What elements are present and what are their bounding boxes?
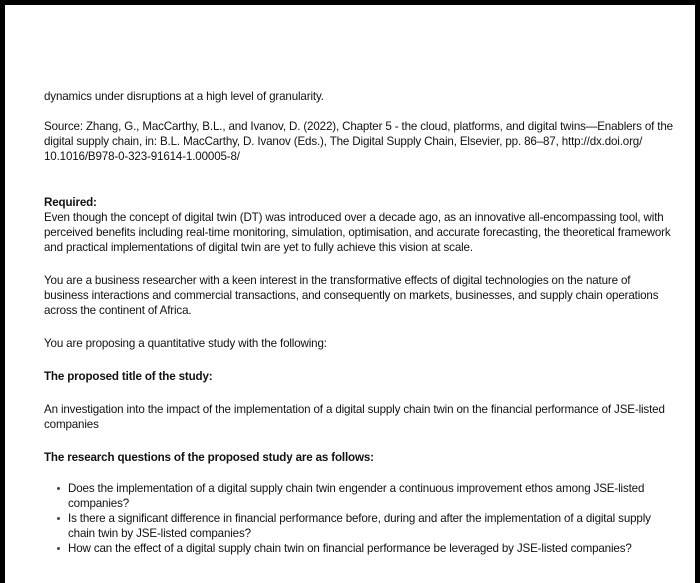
study-title: An investigation into the impact of the implementation of a digital supply chain twin on the financial performance of JSE-listed companies [44, 403, 665, 431]
source-citation: Source: Zhang, G., MacCarthy, B.L., and Ivanov, D. (2022), Chapter 5 - the cloud, platforms, and digital twins—Enablers of the digital supply chain, in: B.L. MacCarthy, D. Ivanov (Eds.), The Digital Supply Chain, Elsevier, pp. 86–87, http://dx.doi.org/ 10.1016/B978-0-323-91614-1.00005-8/ [44, 120, 673, 163]
bullet-icon [57, 517, 60, 520]
required-heading: Required: [44, 196, 97, 209]
title-heading: The proposed title of the study: [44, 370, 213, 383]
bullet-icon [57, 487, 60, 490]
bullet-icon [57, 547, 60, 550]
research-question-item [44, 481, 676, 511]
research-question-item [44, 541, 676, 556]
research-question-item [44, 511, 676, 541]
document-content [44, 89, 676, 556]
researcher-paragraph: You are a business researcher with a keen interest in the transformative effects of digital technologies on the nature of business interactions and commercial transactions, and consequently on markets, businesses, and supply chain operations across the continent of Africa. [44, 274, 659, 317]
intro-tail-text: dynamics under disruptions at a high level of granularity. [44, 90, 324, 103]
research-question-text: Is there a significant difference in financial performance before, during and after the implementation of a digital supply chain twin by JSE-listed companies? [68, 512, 651, 540]
research-question-text: Does the implementation of a digital supply chain twin engender a continuous improvement ethos among JSE-listed companies? [68, 482, 645, 510]
research-question-text: How can the effect of a digital supply chain twin on financial performance be leveraged by JSE-listed companies? [68, 542, 632, 555]
proposal-intro: You are proposing a quantitative study with the following: [44, 337, 327, 350]
research-questions-list [44, 481, 676, 556]
questions-heading: The research questions of the proposed study are as follows: [44, 451, 374, 464]
required-text: Even though the concept of digital twin (DT) was introduced over a decade ago, as an innovative all-encompassing tool, with perceived benefits including real-time monitoring, simulation, optimisation, and accurate forecasting, the theoretical framework and practical implementations of digital twin are yet to fully achieve this vision at scale. [44, 211, 671, 254]
document-page [5, 5, 695, 583]
